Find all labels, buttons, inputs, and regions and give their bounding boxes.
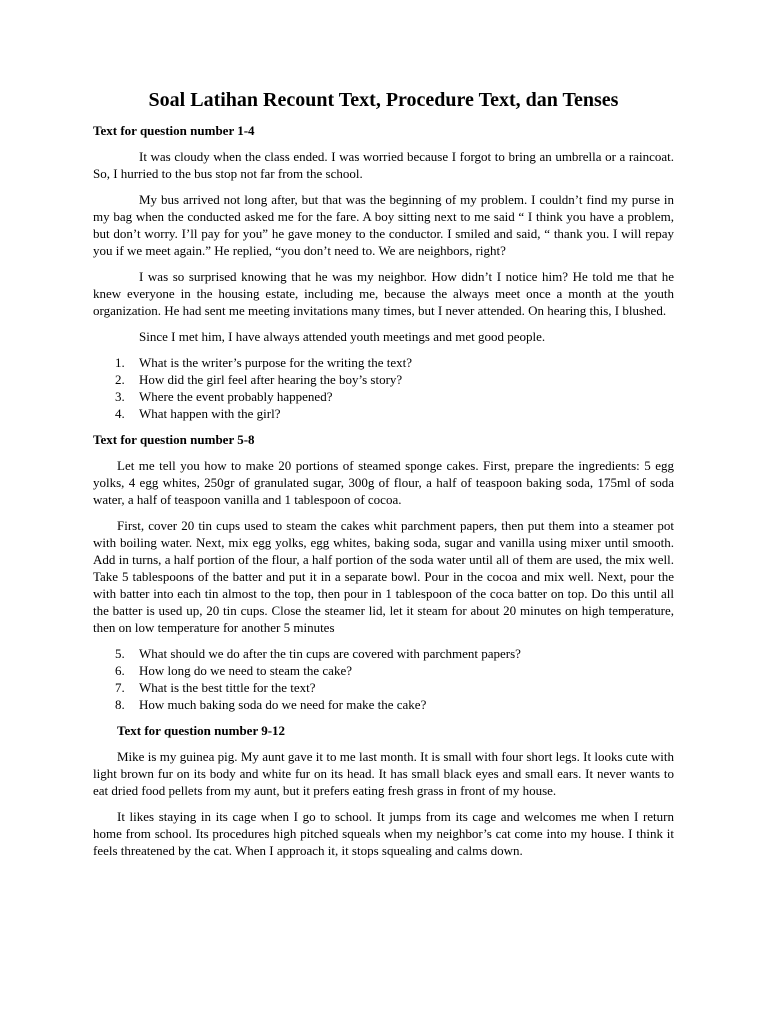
question-item <box>93 662 674 679</box>
paragraph: It was cloudy when the class ended. I was worried because I forgot to bring an umbrella or a raincoat. So, I hurried to the bus stop not far from the school. <box>93 149 674 181</box>
question-text: How long do we need to steam the cake? <box>139 663 352 678</box>
paragraph: Let me tell you how to make 20 portions of steamed sponge cakes. First, prepare the ingredients: 5 egg yolks, 4 egg whites, 250gr of granulated sugar, 300g of flour, a half of teaspoon baking soda, 175ml of soda water, a half of teaspoon vanilla and 1 tablespoon of cocoa. <box>93 458 674 507</box>
question-list-5-8 <box>93 645 674 713</box>
question-number: 3. <box>115 389 125 404</box>
document-page <box>93 88 674 868</box>
paragraph: I was so surprised knowing that he was my neighbor. How didn’t I notice him? He told me that he knew everyone in the housing estate, including me, because the always meet once a month at the youth organization. He had sent me meeting invitations many times, but I never attended. On hearing this, I blushed. <box>93 269 674 318</box>
question-number: 1. <box>115 355 125 370</box>
question-item <box>93 388 674 405</box>
question-number: 7. <box>115 680 125 695</box>
section-heading-1-4: Text for question number 1-4 <box>93 123 255 138</box>
question-text: How much baking soda do we need for make the cake? <box>139 697 427 712</box>
question-text: How did the girl feel after hearing the boy’s story? <box>139 372 403 387</box>
question-number: 2. <box>115 372 125 387</box>
question-text: What is the best tittle for the text? <box>139 680 316 695</box>
document-title: Soal Latihan Recount Text, Procedure Text, dan Tenses <box>148 89 619 111</box>
question-number: 5. <box>115 646 125 661</box>
question-number: 4. <box>115 406 125 421</box>
question-item <box>93 405 674 422</box>
paragraph: Mike is my guinea pig. My aunt gave it to me last month. It is small with four short legs. It looks cute with light brown fur on its body and white fur on its head. It has small black eyes and small ears. It never wants to eat dried food pellets from my aunt, but it prefers eating fresh grass in front of my house. <box>93 749 674 798</box>
question-item <box>93 696 674 713</box>
question-item <box>93 354 674 371</box>
question-item <box>93 371 674 388</box>
question-number: 6. <box>115 663 125 678</box>
question-number: 8. <box>115 697 125 712</box>
question-list-1-4 <box>93 354 674 422</box>
question-text: Where the event probably happened? <box>139 389 333 404</box>
paragraph: It likes staying in its cage when I go to school. It jumps from its cage and welcomes me when I return home from school. Its procedures high pitched squeals when my neighbor’s cat come into my house. I think it feels threatened by the cat. When I approach it, it stops squealing and calms down. <box>93 809 674 858</box>
paragraph: Since I met him, I have always attended youth meetings and met good people. <box>139 329 546 344</box>
paragraph: First, cover 20 tin cups used to steam the cakes whit parchment papers, then put them into a steamer pot with boiling water. Next, mix egg yolks, egg whites, baking soda, sugar and vanilla using mixer until smooth. Add in turns, a half portion of the flour, a half portion of the soda water until all of them are used, the mix well. Take 5 tablespoons of the batter and put it in a separate bowl. Pour in the cocoa and mix well. Next, pour the with batter into each tin almost to the top, then pour in 1 tablespoon of the coca batter on top. Do this until all the batter is used up, 20 tin cups. Close the steamer lid, let it steam for about 20 minutes on high temperature, then on low temperature for another 5 minutes <box>93 518 674 635</box>
section-heading-5-8: Text for question number 5-8 <box>93 432 255 447</box>
question-text: What is the writer’s purpose for the writing the text? <box>139 355 413 370</box>
question-text: What should we do after the tin cups are covered with parchment papers? <box>139 646 521 661</box>
section-heading-9-12: Text for question number 9-12 <box>117 723 286 738</box>
question-item <box>93 679 674 696</box>
question-text: What happen with the girl? <box>139 406 281 421</box>
question-item <box>93 645 674 662</box>
paragraph: My bus arrived not long after, but that was the beginning of my problem. I couldn’t find my purse in my bag when the conducted asked me for the fare. A boy sitting next to me said “ I think you have a problem, but don’t worry. I’ll pay for you” he gave money to the conductor. I smiled and said, “ thank you. I will repay you if we meet again.” He replied, “you don’t need to. We are neighbors, right? <box>93 192 674 258</box>
